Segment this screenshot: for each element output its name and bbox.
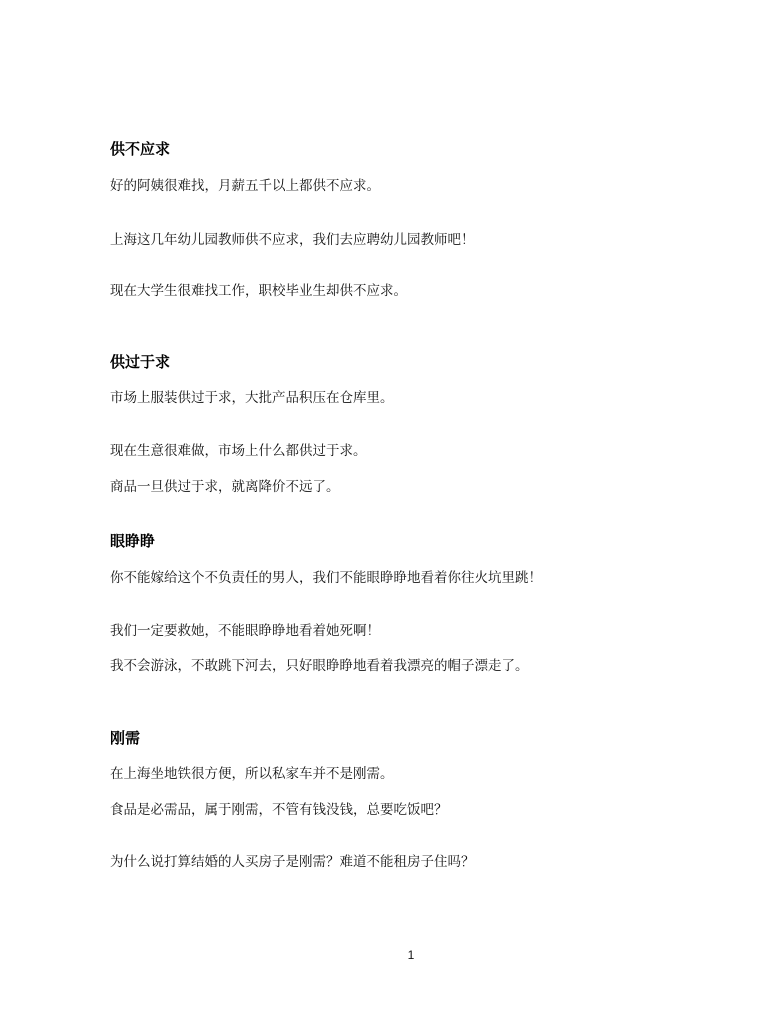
example-sentence: 现在生意很难做，市场上什么都供过于求。 bbox=[110, 443, 367, 459]
section-heading: 刚需 bbox=[110, 729, 141, 747]
page-number: 1 bbox=[407, 948, 415, 962]
example-sentence: 市场上服装供过于求，大批产品积压在仓库里。 bbox=[110, 390, 394, 406]
example-sentence: 现在大学生很难找工作，职校毕业生却供不应求。 bbox=[110, 283, 407, 299]
example-sentence: 你不能嫁给这个不负责任的男人，我们不能眼睁睁地看着你往火坑里跳！ bbox=[110, 570, 542, 586]
example-sentence: 我们一定要救她，不能眼睁睁地看着她死啊！ bbox=[110, 623, 380, 639]
section-heading: 眼睁睁 bbox=[110, 532, 156, 550]
example-sentence: 好的阿姨很难找，月薪五千以上都供不应求。 bbox=[110, 178, 380, 194]
example-sentence: 食品是必需品，属于刚需，不管有钱没钱，总要吃饭吧？ bbox=[110, 802, 448, 818]
example-sentence: 我不会游泳，不敢跳下河去，只好眼睁睁地看着我漂亮的帽子漂走了。 bbox=[110, 658, 529, 674]
example-sentence: 商品一旦供过于求，就离降价不远了。 bbox=[110, 479, 340, 495]
section-heading: 供不应求 bbox=[110, 140, 171, 158]
example-sentence: 在上海坐地铁很方便，所以私家车并不是刚需。 bbox=[110, 766, 394, 782]
section-heading: 供过于求 bbox=[110, 353, 171, 371]
example-sentence: 为什么说打算结婚的人买房子是刚需？难道不能租房子住吗？ bbox=[110, 854, 475, 870]
example-sentence: 上海这几年幼儿园教师供不应求，我们去应聘幼儿园教师吧！ bbox=[110, 232, 475, 248]
